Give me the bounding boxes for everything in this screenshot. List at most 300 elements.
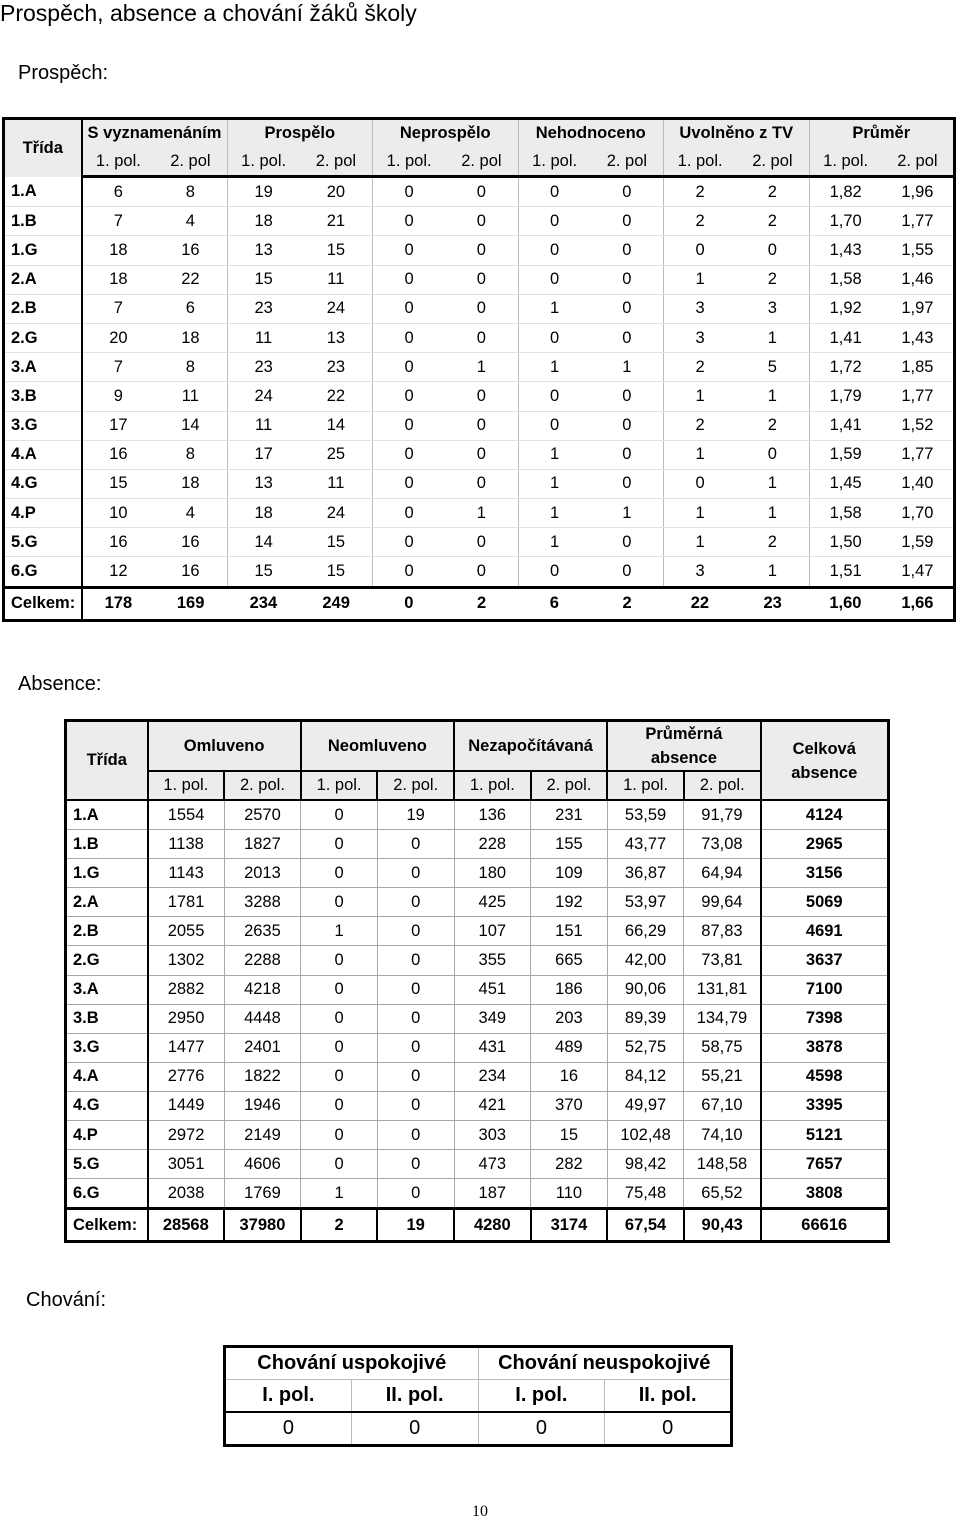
table-cell: 25 [300, 440, 373, 469]
table-cell: 303 [454, 1121, 531, 1150]
table-cell: 49,97 [607, 1091, 684, 1120]
table-cell: 0 [445, 265, 518, 294]
table-cell: 18 [154, 323, 227, 352]
table-cell: 65,52 [684, 1179, 761, 1209]
table-cell: 1,41 [809, 323, 882, 352]
table-cell: 2570 [224, 800, 301, 830]
table-cell: 23 [227, 353, 300, 382]
class-cell: 6.G [66, 1179, 148, 1209]
table-cell: 0 [445, 382, 518, 411]
table-cell: 3156 [761, 859, 889, 888]
table-cell: 102,48 [607, 1121, 684, 1150]
table-cell: 0 [591, 528, 664, 557]
table-cell: 1 [591, 499, 664, 528]
table-cell: 2 [664, 207, 737, 236]
table-cell: 75,48 [607, 1179, 684, 1209]
table-cell: 0 [518, 265, 591, 294]
table-row [4, 382, 955, 411]
total-cell: 67,54 [607, 1209, 684, 1242]
table-cell: 13 [227, 236, 300, 265]
table-cell: 0 [377, 1004, 454, 1033]
table-row [66, 830, 889, 859]
table-cell: 1 [445, 353, 518, 382]
sub-header: 1. pol. [148, 771, 225, 800]
table-cell: 42,00 [607, 946, 684, 975]
table-cell: 0 [301, 1033, 378, 1062]
table-cell: 0 [664, 236, 737, 265]
total-cell: 23 [736, 587, 809, 620]
table-cell: 2 [664, 177, 737, 207]
table-cell: 11 [227, 323, 300, 352]
table-cell: 1 [518, 528, 591, 557]
table-row [66, 888, 889, 917]
table-cell: 1 [736, 557, 809, 587]
table-cell: 2882 [148, 975, 225, 1004]
table-cell: 20 [82, 323, 155, 352]
table-cell: 7 [82, 207, 155, 236]
table-cell: 0 [377, 1091, 454, 1120]
table-cell: 1,77 [882, 440, 955, 469]
class-cell: 5.G [66, 1150, 148, 1179]
table-cell: 3 [736, 294, 809, 323]
group-header: Nehodnoceno [518, 119, 664, 148]
table-cell: 1 [664, 499, 737, 528]
table-cell: 0 [301, 1062, 378, 1091]
table-row [4, 528, 955, 557]
table-cell: 2635 [224, 917, 301, 946]
table-cell: 23 [227, 294, 300, 323]
table-cell: 2401 [224, 1033, 301, 1062]
table-cell: 0 [591, 411, 664, 440]
table-cell: 55,21 [684, 1062, 761, 1091]
table-cell: 0 [373, 528, 446, 557]
total-cell: 90,43 [684, 1209, 761, 1242]
table-cell: 1,58 [809, 499, 882, 528]
table-cell: 421 [454, 1091, 531, 1120]
table-cell: 1 [518, 294, 591, 323]
table-cell: 58,75 [684, 1033, 761, 1062]
absence-heading: Absence: [18, 673, 102, 695]
sub-header: 2. pol. [377, 771, 454, 800]
table-cell: 6 [82, 177, 155, 207]
group-header: Neprospělo [373, 119, 519, 148]
total-cell: 37980 [224, 1209, 301, 1242]
table-cell: 0 [591, 265, 664, 294]
class-cell: 1.B [4, 207, 82, 236]
table-cell: 187 [454, 1179, 531, 1209]
table-cell: 15 [227, 265, 300, 294]
class-cell: 4.P [4, 499, 82, 528]
table-cell: 3637 [761, 946, 889, 975]
table-cell: 0 [445, 177, 518, 207]
table-cell: 0 [445, 294, 518, 323]
class-cell: 2.G [4, 323, 82, 352]
table-cell: 19 [377, 800, 454, 830]
sub-header: II. pol. [605, 1380, 732, 1413]
table-cell: 0 [377, 1033, 454, 1062]
table-cell: 0 [445, 207, 518, 236]
table-cell: 1302 [148, 946, 225, 975]
table-cell: 15 [300, 557, 373, 587]
table-cell: 1,55 [882, 236, 955, 265]
table-cell: 15 [300, 528, 373, 557]
table-cell: 1946 [224, 1091, 301, 1120]
table-cell: 0 [301, 975, 378, 1004]
table-cell: 0 [591, 294, 664, 323]
table-cell: 0 [445, 411, 518, 440]
table-cell: 1 [736, 469, 809, 498]
table-cell: 0 [301, 1150, 378, 1179]
table-cell: 231 [531, 800, 608, 830]
table-cell: 2965 [761, 830, 889, 859]
table-cell: 1,72 [809, 353, 882, 382]
table-cell: 1822 [224, 1062, 301, 1091]
value-cell: 0 [605, 1412, 732, 1446]
table-cell: 9 [82, 382, 155, 411]
sub-header: I. pol. [478, 1380, 605, 1413]
sub-header: 1. pol. [227, 148, 300, 177]
table-cell: 17 [82, 411, 155, 440]
table-cell: 90,06 [607, 975, 684, 1004]
table-cell: 5069 [761, 888, 889, 917]
total-row [66, 1209, 889, 1242]
table-cell: 0 [591, 323, 664, 352]
table-cell: 11 [300, 265, 373, 294]
total-cell: 3174 [531, 1209, 608, 1242]
table-row [4, 499, 955, 528]
sub-header: 1. pol. [82, 148, 155, 177]
table-cell: 1 [664, 265, 737, 294]
table-cell: 8 [154, 177, 227, 207]
table-cell: 1 [301, 1179, 378, 1209]
sub-header: 1. pol. [373, 148, 446, 177]
table-cell: 0 [301, 800, 378, 830]
total-cell: 2 [445, 587, 518, 620]
table-cell: 5 [736, 353, 809, 382]
table-cell: 0 [373, 440, 446, 469]
table-cell: 109 [531, 859, 608, 888]
table-cell: 3878 [761, 1033, 889, 1062]
table-cell: 16 [154, 236, 227, 265]
table-cell: 22 [300, 382, 373, 411]
table-cell: 6 [154, 294, 227, 323]
table-cell: 0 [736, 440, 809, 469]
table-cell: 0 [301, 830, 378, 859]
table-cell: 7657 [761, 1150, 889, 1179]
table-cell: 0 [445, 528, 518, 557]
class-cell: 2.A [4, 265, 82, 294]
table-cell: 665 [531, 946, 608, 975]
total-cell: 2 [591, 587, 664, 620]
table-cell: 0 [518, 382, 591, 411]
table-cell: 4124 [761, 800, 889, 830]
total-cell: 178 [82, 587, 155, 620]
table-row [4, 207, 955, 236]
class-header: Třída [66, 721, 148, 801]
table-cell: 1449 [148, 1091, 225, 1120]
table-cell: 0 [377, 946, 454, 975]
table-cell: 1,40 [882, 469, 955, 498]
table-cell: 0 [301, 859, 378, 888]
table-cell: 1,58 [809, 265, 882, 294]
table-cell: 91,79 [684, 800, 761, 830]
group-header: Chování uspokojivé [225, 1347, 479, 1380]
table-cell: 134,79 [684, 1004, 761, 1033]
class-cell: 6.G [4, 557, 82, 587]
table-row [4, 323, 955, 352]
table-cell: 0 [377, 975, 454, 1004]
table-cell: 192 [531, 888, 608, 917]
class-cell: 2.B [66, 917, 148, 946]
table-cell: 1769 [224, 1179, 301, 1209]
table-cell: 2 [736, 177, 809, 207]
table-cell: 0 [301, 946, 378, 975]
table-cell: 0 [591, 236, 664, 265]
table-cell: 148,58 [684, 1150, 761, 1179]
table-cell: 36,87 [607, 859, 684, 888]
table-cell: 1554 [148, 800, 225, 830]
table-cell: 21 [300, 207, 373, 236]
table-cell: 3 [664, 294, 737, 323]
table-cell: 3 [664, 323, 737, 352]
absence-table [64, 719, 890, 1243]
table-cell: 110 [531, 1179, 608, 1209]
table-cell: 22 [154, 265, 227, 294]
table-cell: 24 [227, 382, 300, 411]
table-cell: 1 [518, 499, 591, 528]
table-cell: 1,92 [809, 294, 882, 323]
table-cell: 11 [227, 411, 300, 440]
table-cell: 0 [518, 236, 591, 265]
table-cell: 1,70 [882, 499, 955, 528]
sub-header: 2. pol. [224, 771, 301, 800]
table-cell: 98,42 [607, 1150, 684, 1179]
class-cell: 4.G [66, 1091, 148, 1120]
class-cell: 4.A [4, 440, 82, 469]
table-cell: 228 [454, 830, 531, 859]
table-row [66, 917, 889, 946]
sub-header: 2. pol [154, 148, 227, 177]
table-cell: 64,94 [684, 859, 761, 888]
class-cell: 4.G [4, 469, 82, 498]
total-cell: 2 [301, 1209, 378, 1242]
table-cell: 0 [445, 440, 518, 469]
table-cell: 7398 [761, 1004, 889, 1033]
table-cell: 73,08 [684, 830, 761, 859]
table-cell: 180 [454, 859, 531, 888]
table-row [4, 236, 955, 265]
table-cell: 1827 [224, 830, 301, 859]
total-cell: 22 [664, 587, 737, 620]
table-cell: 14 [300, 411, 373, 440]
table-cell: 0 [736, 236, 809, 265]
table-cell: 136 [454, 800, 531, 830]
table-cell: 12 [82, 557, 155, 587]
table-cell: 3808 [761, 1179, 889, 1209]
table-cell: 0 [377, 1150, 454, 1179]
table-cell: 53,97 [607, 888, 684, 917]
table-cell: 74,10 [684, 1121, 761, 1150]
table-cell: 1,41 [809, 411, 882, 440]
total-cell: 0 [373, 587, 446, 620]
table-cell: 13 [227, 469, 300, 498]
sub-header: 1. pol. [454, 771, 531, 800]
table-row [66, 859, 889, 888]
table-row [4, 177, 955, 207]
class-cell: 3.B [4, 382, 82, 411]
table-cell: 18 [82, 265, 155, 294]
table-cell: 1,70 [809, 207, 882, 236]
table-cell: 18 [227, 207, 300, 236]
table-cell: 431 [454, 1033, 531, 1062]
table-cell: 155 [531, 830, 608, 859]
sub-header: 2. pol [591, 148, 664, 177]
table-cell: 1477 [148, 1033, 225, 1062]
sub-header: 2. pol. [684, 771, 761, 800]
table-cell: 1,82 [809, 177, 882, 207]
table-cell: 17 [227, 440, 300, 469]
table-cell: 2288 [224, 946, 301, 975]
table-cell: 0 [373, 294, 446, 323]
table-cell: 1,46 [882, 265, 955, 294]
sub-header: I. pol. [225, 1380, 352, 1413]
class-cell: 4.P [66, 1121, 148, 1150]
table-cell: 1,97 [882, 294, 955, 323]
table-cell: 2 [736, 528, 809, 557]
table-cell: 1,50 [809, 528, 882, 557]
table-cell: 2 [664, 411, 737, 440]
table-cell: 73,81 [684, 946, 761, 975]
table-cell: 15 [531, 1121, 608, 1150]
total-cell: 234 [227, 587, 300, 620]
class-cell: 3.G [66, 1033, 148, 1062]
table-cell: 0 [301, 888, 378, 917]
prospech-table [2, 117, 956, 622]
table-row [66, 1091, 889, 1120]
group-header: Neomluveno [301, 721, 454, 772]
total-row [4, 587, 955, 620]
table-cell: 15 [300, 236, 373, 265]
class-cell: 3.B [66, 1004, 148, 1033]
sub-header: 2. pol [300, 148, 373, 177]
total-cell: 249 [300, 587, 373, 620]
table-cell: 4218 [224, 975, 301, 1004]
table-cell: 13 [300, 323, 373, 352]
table-cell: 4598 [761, 1062, 889, 1091]
table-cell: 1 [736, 382, 809, 411]
table-cell: 5121 [761, 1121, 889, 1150]
table-cell: 4 [154, 499, 227, 528]
table-cell: 2038 [148, 1179, 225, 1209]
table-cell: 16 [154, 557, 227, 587]
table-row [4, 353, 955, 382]
table-cell: 89,39 [607, 1004, 684, 1033]
table-cell: 3 [664, 557, 737, 587]
table-cell: 0 [373, 207, 446, 236]
table-cell: 67,10 [684, 1091, 761, 1120]
table-cell: 0 [445, 236, 518, 265]
table-cell: 1,77 [882, 382, 955, 411]
table-cell: 16 [531, 1062, 608, 1091]
page-number: 10 [472, 1503, 488, 1520]
table-cell: 1138 [148, 830, 225, 859]
class-header: Třída [4, 119, 82, 177]
table-cell: 43,77 [607, 830, 684, 859]
table-cell: 0 [445, 469, 518, 498]
total-cell: 66616 [761, 1209, 889, 1242]
table-cell: 1 [736, 499, 809, 528]
table-cell: 1 [664, 382, 737, 411]
table-cell: 1781 [148, 888, 225, 917]
table-cell: 2 [664, 353, 737, 382]
value-cell: 0 [478, 1412, 605, 1446]
table-cell: 203 [531, 1004, 608, 1033]
total-cell: 1,60 [809, 587, 882, 620]
table-cell: 234 [454, 1062, 531, 1091]
table-cell: 7 [82, 294, 155, 323]
table-cell: 0 [373, 469, 446, 498]
table-cell: 0 [373, 557, 446, 587]
table-row [4, 411, 955, 440]
table-cell: 19 [227, 177, 300, 207]
class-cell: 2.A [66, 888, 148, 917]
group-header: Prospělo [227, 119, 373, 148]
table-cell: 11 [300, 469, 373, 498]
table-cell: 7100 [761, 975, 889, 1004]
table-cell: 0 [377, 1062, 454, 1091]
table-cell: 1 [518, 353, 591, 382]
table-cell: 18 [82, 236, 155, 265]
table-cell: 0 [591, 382, 664, 411]
table-cell: 370 [531, 1091, 608, 1120]
table-cell: 1,96 [882, 177, 955, 207]
sub-header: 2. pol. [531, 771, 608, 800]
table-cell: 18 [154, 469, 227, 498]
class-cell: 1.B [66, 830, 148, 859]
table-cell: 0 [664, 469, 737, 498]
table-cell: 2 [736, 207, 809, 236]
table-cell: 0 [373, 353, 446, 382]
table-cell: 0 [591, 557, 664, 587]
table-cell: 4606 [224, 1150, 301, 1179]
table-cell: 2 [736, 265, 809, 294]
table-cell: 16 [82, 528, 155, 557]
table-cell: 489 [531, 1033, 608, 1062]
table-cell: 1,47 [882, 557, 955, 587]
sub-header: 1. pol. [518, 148, 591, 177]
table-row [66, 1033, 889, 1062]
table-cell: 1143 [148, 859, 225, 888]
chovani-table [223, 1345, 733, 1447]
table-cell: 7 [82, 353, 155, 382]
sub-header: 1. pol. [809, 148, 882, 177]
group-header: Chování neuspokojivé [478, 1347, 732, 1380]
sub-header: 2. pol [445, 148, 518, 177]
table-cell: 3051 [148, 1150, 225, 1179]
table-cell: 349 [454, 1004, 531, 1033]
table-row [66, 946, 889, 975]
total-cell: 6 [518, 587, 591, 620]
group-header: Průměrná absence [607, 721, 760, 772]
table-cell: 8 [154, 440, 227, 469]
table-cell: 0 [373, 236, 446, 265]
table-cell: 0 [373, 499, 446, 528]
table-cell: 4448 [224, 1004, 301, 1033]
table-cell: 1 [445, 499, 518, 528]
table-cell: 0 [591, 469, 664, 498]
class-cell: 1.A [4, 177, 82, 207]
table-cell: 131,81 [684, 975, 761, 1004]
